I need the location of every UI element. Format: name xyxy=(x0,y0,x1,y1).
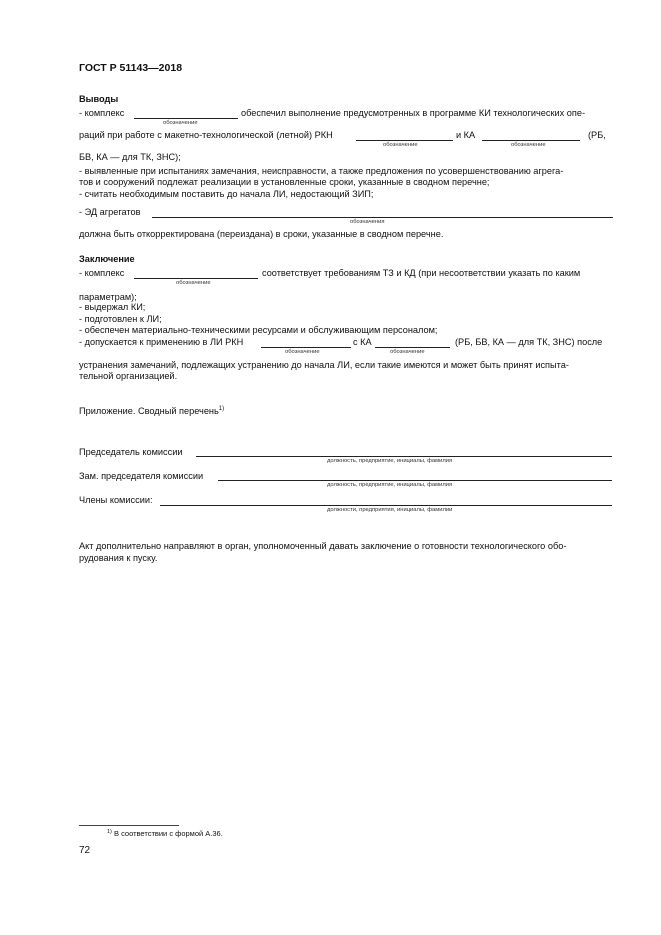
signature-chairman-caption: должность, предприятие, инициалы, фамилия xyxy=(327,458,453,464)
conclusions-item1-blank xyxy=(134,118,238,119)
verdict-item1-line2: параметрам); xyxy=(79,292,137,302)
conclusions-item4-blank xyxy=(152,217,613,218)
conclusions-ka-blank xyxy=(482,140,580,141)
page-number: 72 xyxy=(79,845,91,856)
signature-members-label: Члены комиссии: xyxy=(79,495,153,505)
verdict-heading: Заключение xyxy=(79,254,135,264)
conclusions-item1-line3: БВ, КА — для ТК, ЗНС); xyxy=(79,152,181,162)
verdict-item5-prefix: - допускается к применению в ЛИ РКН xyxy=(79,337,244,347)
footnote-text: В соответствии с формой А.36. xyxy=(113,829,223,838)
signature-deputy-label: Зам. председателя комиссии xyxy=(79,471,204,481)
conclusions-rkn-blank xyxy=(356,140,453,141)
conclusions-item3: - считать необходимым поставить до начала ЛИ, недостающий ЗИП; xyxy=(79,189,374,199)
conclusions-ka-label: и КА xyxy=(456,130,476,140)
conclusions-item2-line1: - выявленные при испытаниях замечания, неисправности, а также предложения по усовершенствованию агрега- xyxy=(79,166,564,176)
verdict-item1-caption: обозначение xyxy=(176,280,211,286)
signature-members-line xyxy=(160,505,612,506)
appendix-footnote-mark: 1) xyxy=(218,406,225,412)
verdict-item1-blank xyxy=(134,278,258,279)
verdict-item5-line3: тельной организацией. xyxy=(79,371,178,381)
footnote-mark: 1) xyxy=(107,829,112,835)
signature-chairman-line xyxy=(196,456,612,457)
verdict-item5-line2: устранения замечаний, подлежащих устранению до начала ЛИ, если такие имеются и может быть принят испыта- xyxy=(79,360,569,370)
verdict-rkn-caption: обозначение xyxy=(285,349,320,355)
appendix-line xyxy=(79,406,224,417)
verdict-rkn-blank xyxy=(261,347,351,348)
conclusions-item4-line2: должна быть откорректирована (переиздана) в сроки, указанные в сводном перечне. xyxy=(79,229,444,239)
verdict-ka-blank xyxy=(375,347,450,348)
signature-chairman-label: Председатель комиссии xyxy=(79,447,183,457)
document-id: ГОСТ Р 51143—2018 xyxy=(79,62,183,74)
signature-deputy-line xyxy=(218,480,612,481)
verdict-ka-caption: обозначение xyxy=(390,349,425,355)
conclusions-item1-prefix: - комплекс xyxy=(79,108,125,118)
conclusions-item1-caption: обозначение xyxy=(163,120,198,126)
conclusions-item2-line2: тов и сооружений подлежат реализации в установленные сроки, указанные в сводном перечне; xyxy=(79,177,490,187)
signature-members-caption: должности, предприятия, инициалы, фамилии xyxy=(327,507,453,513)
footnote-divider xyxy=(79,825,179,826)
conclusions-heading: Выводы xyxy=(79,94,119,104)
verdict-item4: - обеспечен материально-техническими ресурсами и обслуживающим персоналом; xyxy=(79,325,438,335)
verdict-item5-text: (РБ, БВ, КА — для ТК, ЗНС) после xyxy=(455,337,603,347)
conclusions-item4-prefix: - ЭД агрегатов xyxy=(79,207,141,217)
conclusions-rb-text: (РБ, xyxy=(588,130,606,140)
conclusions-ka-caption: обозначение xyxy=(511,142,546,148)
verdict-item2: - выдержал КИ; xyxy=(79,302,146,312)
signature-deputy-caption: должность, предприятие, инициалы, фамилия xyxy=(327,482,453,488)
verdict-item1-prefix: - комплекс xyxy=(79,268,125,278)
verdict-item1-text: соответствует требованиям ТЗ и КД (при несоответствии указать по каким xyxy=(262,268,581,278)
conclusions-rkn-caption: обозначение xyxy=(383,142,418,148)
conclusions-item4-caption: обозначения xyxy=(350,219,385,225)
closing-line1: Акт дополнительно направляют в орган, уполномоченный давать заключение о готовности технологического обо- xyxy=(79,541,567,551)
conclusions-item1-line2: раций при работе с макетно-технологической (летной) РКН xyxy=(79,130,333,140)
appendix-text: Приложение. Сводный перечень xyxy=(79,406,219,416)
footnote xyxy=(107,829,223,838)
verdict-item3: - подготовлен к ЛИ; xyxy=(79,314,162,324)
closing-line2: рудования к пуску. xyxy=(79,553,158,563)
conclusions-item1-text: обеспечил выполнение предусмотренных в программе КИ технологических опе- xyxy=(241,108,586,118)
verdict-ka-label: с КА xyxy=(353,337,372,347)
